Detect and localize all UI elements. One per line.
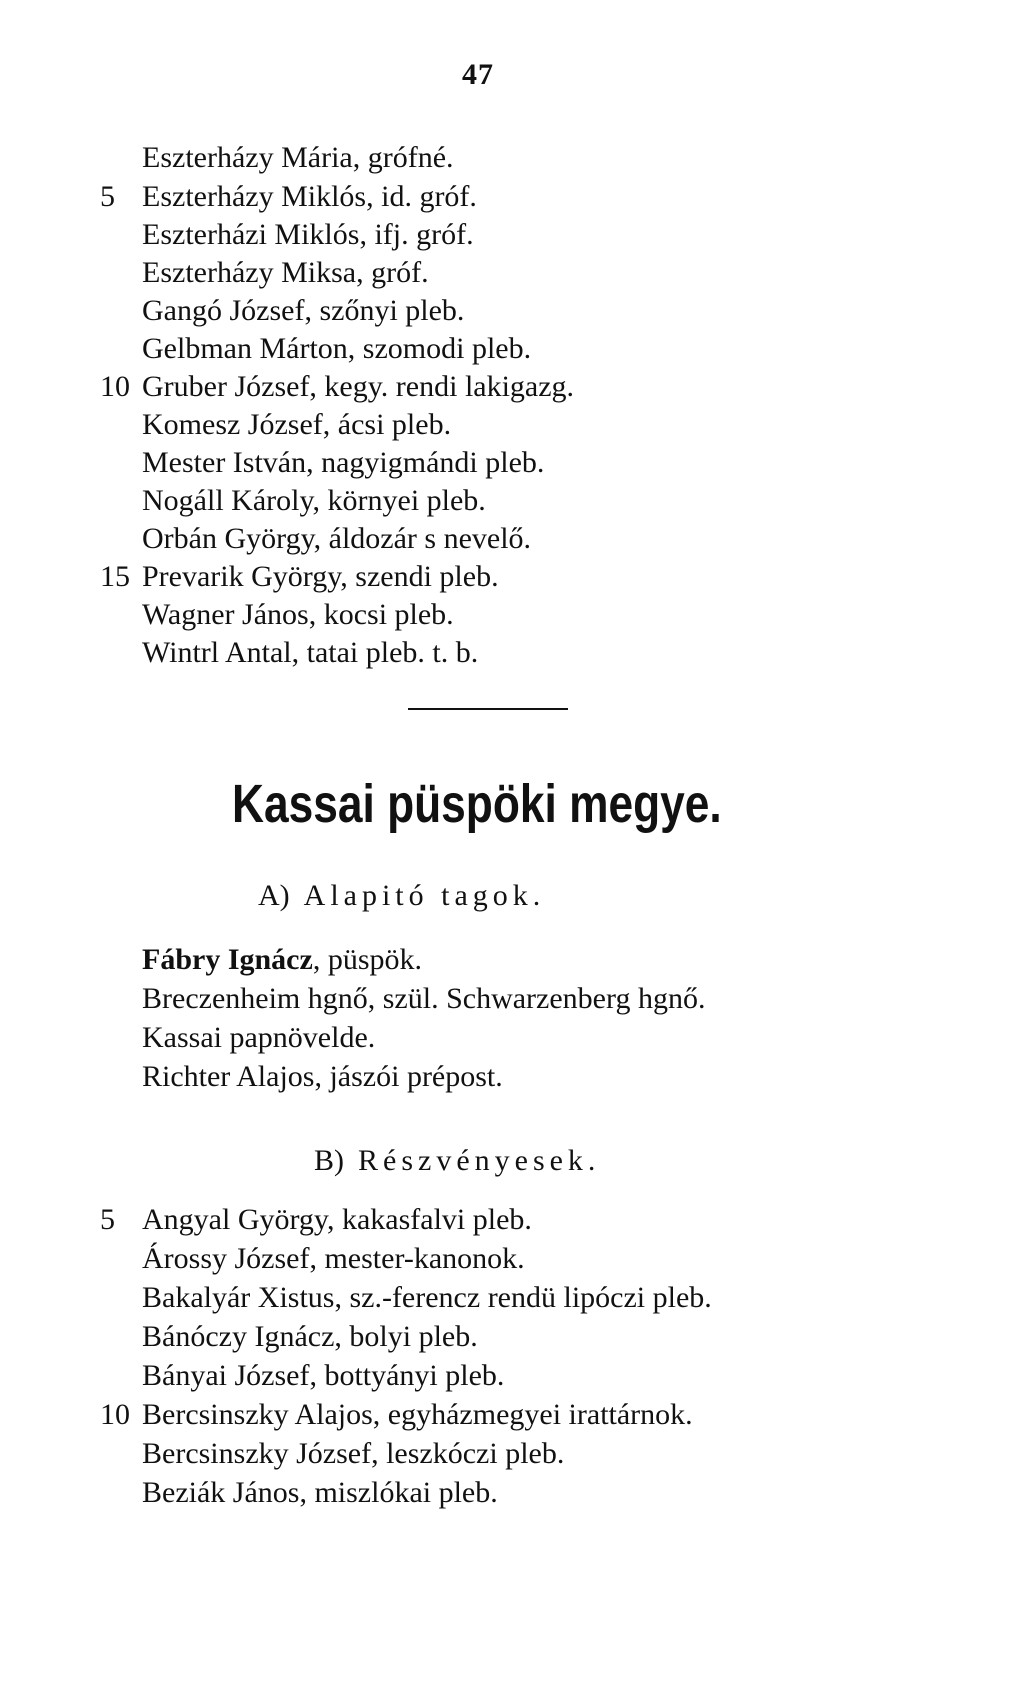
list-item-text: Bánóczy Ignácz, bolyi pleb. (142, 1320, 478, 1353)
list-item-text: Wagner János, kocsi pleb. (142, 598, 454, 631)
subsection-b-heading (314, 1143, 600, 1179)
section-title: Kassai püspöki megye. (232, 774, 722, 834)
list-item-text: Nogáll Károly, környei pleb. (142, 484, 486, 517)
subsection-a-heading (258, 878, 545, 914)
founder-title: Breczenheim hgnő, szül. Schwarzenberg hgnő. (142, 982, 706, 1015)
list-item-text: Bányai József, bottyányi pleb. (142, 1359, 505, 1392)
founder-title: Kassai papnövelde. (142, 1021, 376, 1054)
line-number: 5 (100, 180, 115, 213)
founder-name: Fábry Ignácz (142, 943, 313, 976)
subsection-a-marker: A) (258, 879, 290, 912)
line-number: 10 (100, 1398, 130, 1431)
list-item-text: Wintrl Antal, tatai pleb. t. b. (142, 636, 479, 669)
founder-title: Richter Alajos, jászói prépost. (142, 1060, 503, 1093)
subsection-b-marker: B) (314, 1144, 344, 1177)
list-item-text: Árossy József, mester-kanonok. (142, 1242, 525, 1275)
list-item-text: Mester István, nagyigmándi pleb. (142, 446, 545, 479)
line-number: 10 (100, 370, 130, 403)
page-number: 47 (462, 58, 494, 91)
list-item-text: Eszterházy Miklós, id. gróf. (142, 180, 477, 213)
list-item-text: Gelbman Márton, szomodi pleb. (142, 332, 532, 365)
list-item-text: Bercsinszky Alajos, egyházmegyei irattárnok. (142, 1398, 693, 1431)
list-item-text: Prevarik György, szendi pleb. (142, 560, 499, 593)
list-item-text: Gruber József, kegy. rendi lakigazg. (142, 370, 575, 403)
line-number: 5 (100, 1203, 115, 1236)
list-item-text: Beziák János, miszlókai pleb. (142, 1476, 498, 1509)
list-item-text: Eszterházy Miksa, gróf. (142, 256, 429, 289)
line-number: 15 (100, 560, 130, 593)
list-item-text: Komesz József, ácsi pleb. (142, 408, 452, 441)
list-item-text: Eszterházi Miklós, ifj. gróf. (142, 218, 474, 251)
section-divider (408, 708, 568, 710)
list-item-text: Bercsinszky József, leszkóczi pleb. (142, 1437, 565, 1470)
subsection-a-label: Alapitó tagok. (303, 879, 546, 912)
founder-title: , püspök. (312, 943, 423, 976)
list-item-text: Angyal György, kakasfalvi pleb. (142, 1203, 532, 1236)
list-item-text: Bakalyár Xistus, sz.-ferencz rendü lipóczi pleb. (142, 1281, 712, 1314)
list-item-text: Gangó József, szőnyi pleb. (142, 294, 465, 327)
subsection-b-label: Részvényesek. (358, 1144, 601, 1177)
list-item-text: Orbán György, áldozár s nevelő. (142, 522, 532, 555)
list-item-text: Eszterházy Mária, grófné. (142, 141, 454, 174)
